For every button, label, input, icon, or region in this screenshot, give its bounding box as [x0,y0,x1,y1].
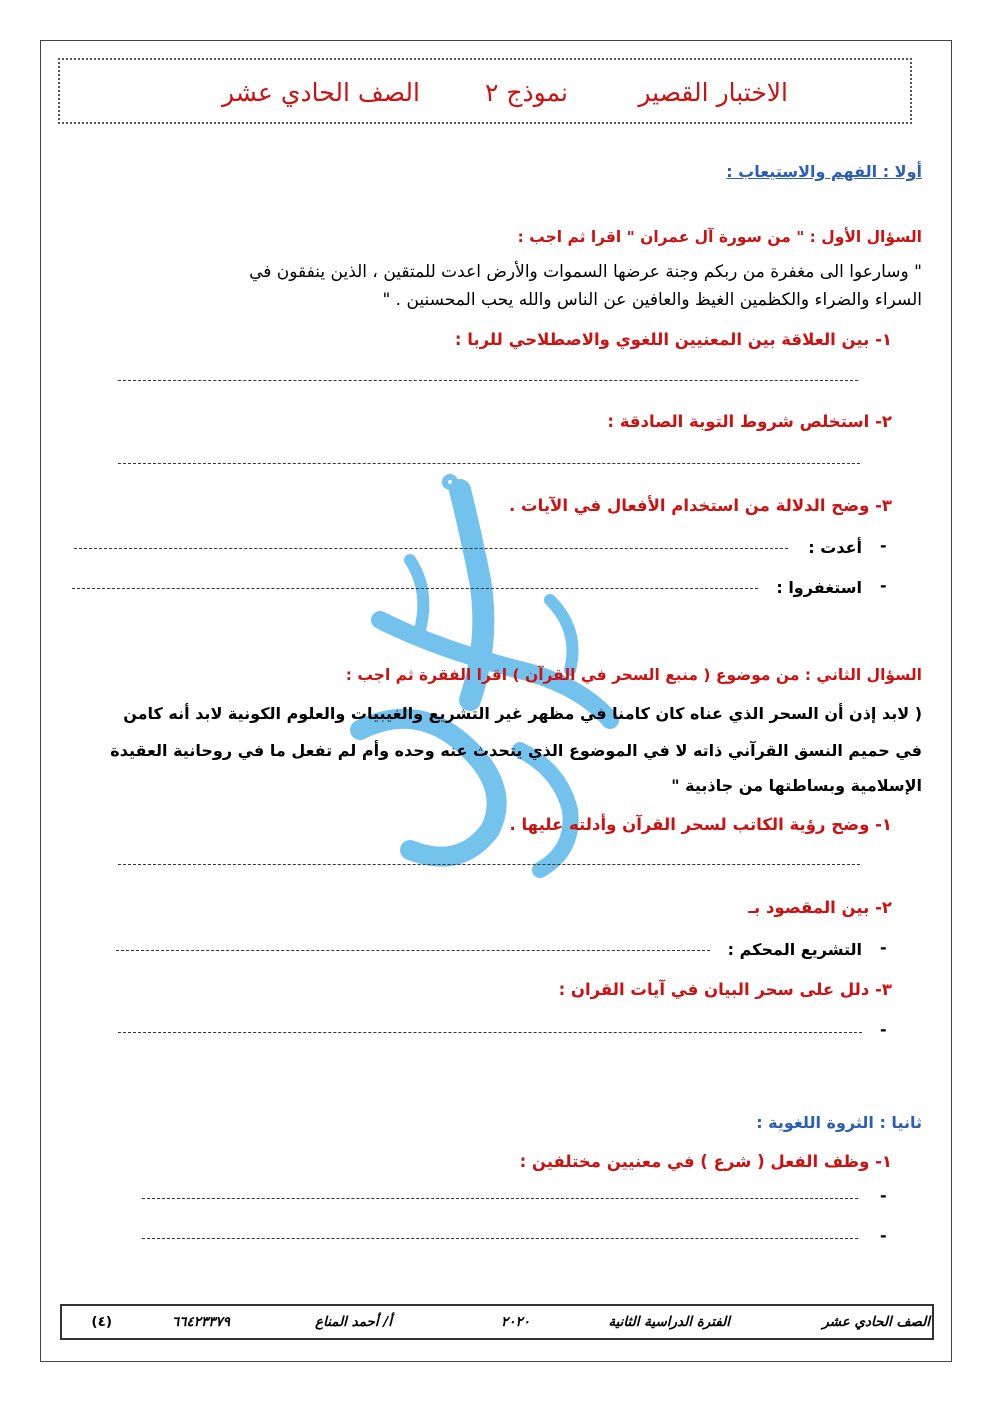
question2-sub1: التشريع المحكم : [727,940,862,959]
question1-passage-line1: " وسارعوا الى مغفرة من ربكم وجنة عرضها السموات والأرض اعدت للمتقين ، الذين ينفقون في [249,262,922,282]
question2-title: السؤال الثاني : من موضوع ( منبع السحر في القرآن ) اقرا الفقرة ثم اجب : [345,666,922,684]
question1-sub2: استغفروا : [776,578,862,597]
footer-year: ٢٠٢٠ [500,1314,530,1330]
section-comprehension-title: أولا : الفهم والاستيعاب : [726,162,922,181]
bullet: - [880,1226,887,1245]
footer-grade: الصف الحادي عشر [822,1314,930,1330]
answer-line [116,950,710,951]
question2-item1: ١- وضح رؤية الكاتب لسحر القرآن وأدلته عليها . [509,815,892,834]
answer-line [142,1198,858,1199]
exam-title: الاختبار القصير [638,78,788,107]
question2-passage-line2: في حميم النسق القرآني ذاته لا في الموضوع الذي يتحدث عنه وحده وأم لم تفعل ما في روحانية العقيدة [110,741,922,760]
bullet: - [880,938,887,957]
footer-phone: ٦٦٤٢٣٣٧٩ [171,1314,230,1330]
question1-item1: ١- بين العلاقة بين المعنيين اللغوي والاصطلاحي للربا : [454,330,892,349]
answer-line [142,1238,858,1239]
bullet: - [880,1020,887,1039]
question2-item3: ٣- دلل على سحر البيان في آيات القران : [558,980,892,999]
question2-item2: ٢- بين المقصود بـ [748,898,892,917]
question1-item3: ٣- وضح الدلالة من استخدام الأفعال في الآيات . [509,496,892,515]
grade-title: الصف الحادي عشر [221,78,420,107]
answer-line [118,463,860,464]
section-vocabulary-title: ثانيا : الثروة اللغوية : [756,1113,922,1132]
question1-title: السؤال الأول : " من سورة آل عمران " اقرا ثم اجب : [517,228,922,246]
footer-page-number: (٤) [91,1314,112,1330]
answer-line [74,548,788,549]
answer-line [72,588,758,589]
vocabulary-item1: ١- وظف الفعل ( شرع ) في معنيين مختلفين : [519,1152,892,1171]
bullet: - [880,1186,887,1205]
question2-passage-line1: ( لابد إذن أن السحر الذي عناه كان كامنا في مظهر غير التشريع والغيبيات والعلوم الكونية لابد أنه كامن [123,704,922,723]
answer-line [118,380,858,381]
answer-line [118,864,860,865]
question1-item2: ٢- استخلص شروط التوبة الصادقة : [607,412,892,431]
question2-passage-line3: الإسلامية وبساطتها من جاذبية " [671,776,922,795]
exam-model: نموذج ٢ [485,78,568,107]
footer-teacher: أ/ أحمد المناع [315,1314,392,1330]
answer-line [118,1032,862,1033]
question1-sub1: أعدت : [808,538,862,557]
bullet: - [880,576,887,595]
question1-passage-line2: السراء والضراء والكظمين الغيظ والعافين عن الناس والله يحب المحسنين . " [382,290,922,310]
footer-term: الفترة الدراسية الثانية [608,1314,730,1330]
bullet: - [880,536,887,555]
